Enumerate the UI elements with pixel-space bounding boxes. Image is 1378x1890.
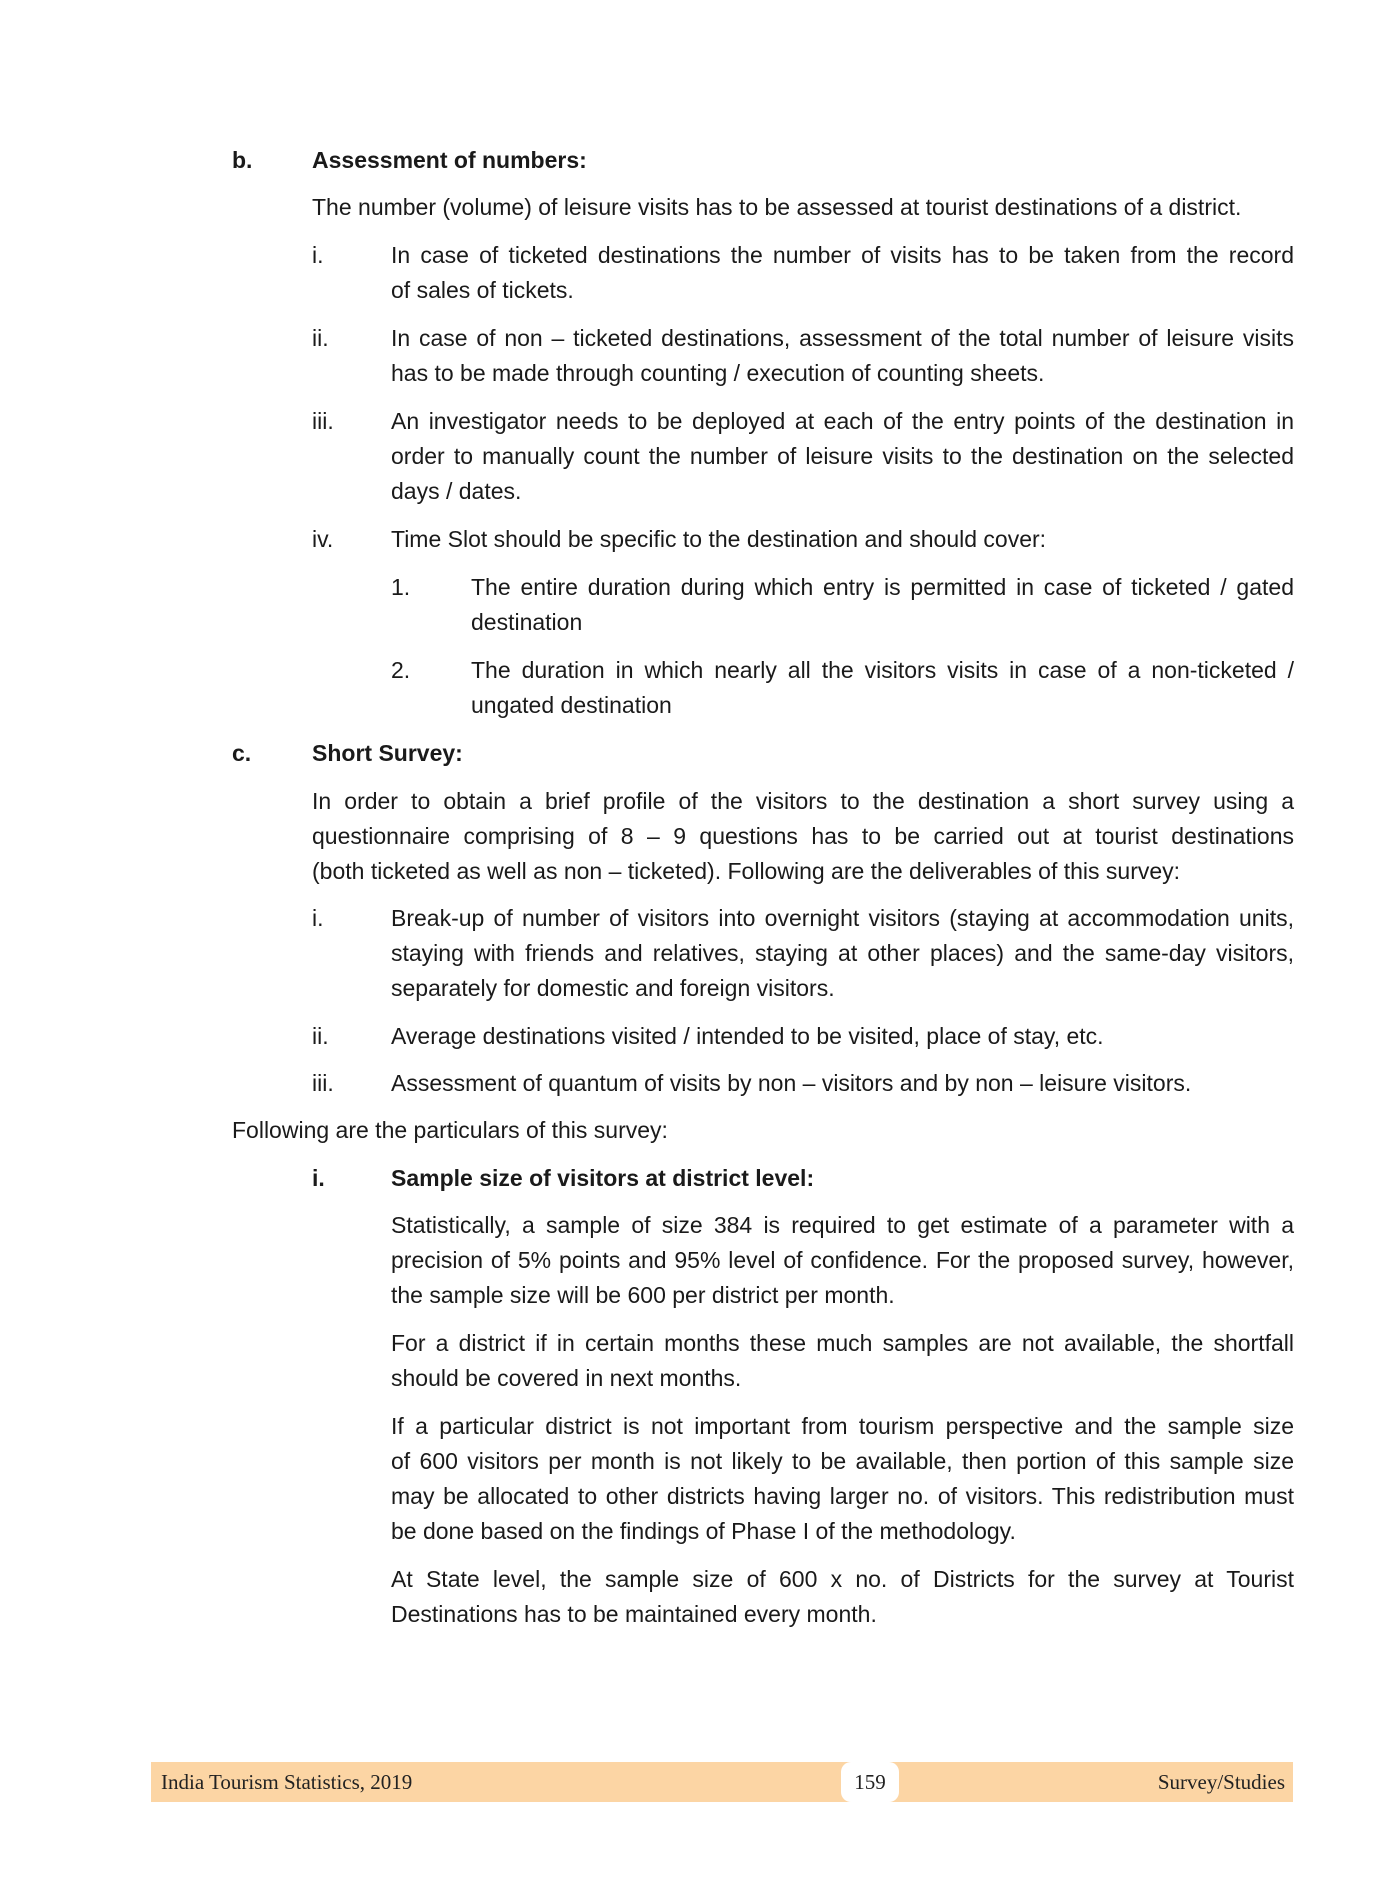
- list-item-marker: iv.: [312, 526, 334, 552]
- paragraph-line: the sample size will be 600 per district per month.: [391, 1282, 895, 1308]
- paragraph-line: In order to obtain a brief profile of the visitors to the destination a short survey using a: [312, 788, 1294, 814]
- list-item-marker: ii.: [312, 1023, 329, 1049]
- page-footer: [151, 1762, 1293, 1802]
- list-item-text: has to be made through counting / execution of counting sheets.: [391, 360, 1045, 386]
- list-item-text: order to manually count the number of leisure visits to the destination on the selected: [391, 443, 1294, 469]
- paragraph-line: may be allocated to other districts having larger no. of visitors. This redistribution must: [391, 1483, 1294, 1509]
- paragraph-line: (both ticketed as well as non – ticketed). Following are the deliverables of this survey:: [312, 858, 1181, 884]
- list-item-text: Assessment of quantum of visits by non – visitors and by non – leisure visitors.: [391, 1070, 1192, 1096]
- list-item: [0, 522, 1378, 557]
- section-b-intro: The number (volume) of leisure visits has to be assessed at tourist destinations of a district.: [312, 194, 1242, 220]
- paragraph: [0, 1409, 1378, 1549]
- particulars-item: [0, 1161, 1378, 1196]
- list-item-text: separately for domestic and foreign visitors.: [391, 975, 835, 1001]
- paragraph-line: should be covered in next months.: [391, 1365, 742, 1391]
- paragraph-line: If a particular district is not important from tourism perspective and the sample size: [391, 1413, 1294, 1439]
- sub-list-item: [0, 653, 1378, 723]
- list-item-text: staying with friends and relatives, staying at other places) and the same-day visitors,: [391, 940, 1294, 966]
- paragraph-line: questionnaire comprising of 8 – 9 questions has to be carried out at tourist destinations: [312, 823, 1294, 849]
- sub-list-item-marker: 2.: [391, 657, 411, 683]
- list-item-text: Break-up of number of visitors into overnight visitors (staying at accommodation units,: [391, 905, 1294, 931]
- paragraph: [0, 1208, 1378, 1313]
- section-c-marker: c.: [232, 740, 252, 766]
- paragraph: [0, 1562, 1378, 1632]
- list-item-text: In case of non – ticketed destinations, assessment of the total number of leisure visits: [391, 325, 1294, 351]
- particulars-item-marker: i.: [312, 1165, 325, 1191]
- list-item: [0, 321, 1378, 391]
- footer-section-name: Survey/Studies: [1157, 1770, 1285, 1794]
- list-item: [0, 404, 1378, 509]
- paragraph-line: For a district if in certain months these much samples are not available, the shortfall: [391, 1330, 1294, 1356]
- list-item: [0, 901, 1378, 1006]
- section-b-heading: Assessment of numbers:: [312, 147, 587, 173]
- paragraph-line: At State level, the sample size of 600 x no. of Districts for the survey at Tourist: [391, 1566, 1294, 1592]
- section-b-marker: b.: [232, 147, 253, 173]
- paragraph: [0, 1326, 1378, 1396]
- list-item-text: of sales of tickets.: [391, 277, 574, 303]
- paragraph-line: of 600 visitors per month is not likely to be available, then portion of this sample size: [391, 1448, 1294, 1474]
- particulars-intro: Following are the particulars of this survey:: [232, 1117, 668, 1143]
- sub-list-item-text: ungated destination: [471, 692, 672, 718]
- list-item-text: In case of ticketed destinations the number of visits has to be taken from the record: [391, 242, 1294, 268]
- section-c-heading: Short Survey:: [312, 740, 463, 766]
- section-c: [0, 736, 1378, 771]
- list-item-text: Average destinations visited / intended to be visited, place of stay, etc.: [391, 1023, 1104, 1049]
- sub-list-item-text: The entire duration during which entry is permitted in case of ticketed / gated: [471, 574, 1294, 600]
- list-item: [0, 1019, 1378, 1054]
- sub-list-item-marker: 1.: [391, 574, 411, 600]
- list-item: [0, 238, 1378, 308]
- list-item-marker: i.: [312, 242, 324, 268]
- sub-list-item-text: destination: [471, 609, 583, 635]
- list-item-text: Time Slot should be specific to the destination and should cover:: [391, 526, 1047, 552]
- list-item-marker: iii.: [312, 1070, 334, 1096]
- sub-list-item-text: The duration in which nearly all the visitors visits in case of a non-ticketed /: [471, 657, 1294, 683]
- list-item-marker: ii.: [312, 325, 329, 351]
- paragraph-line: Statistically, a sample of size 384 is required to get estimate of a parameter with a: [391, 1212, 1294, 1238]
- list-item-marker: i.: [312, 905, 324, 931]
- list-item-text: An investigator needs to be deployed at each of the entry points of the destination in: [391, 408, 1294, 434]
- sub-list-item: [0, 570, 1378, 640]
- paragraph-line: be done based on the findings of Phase I of the methodology.: [391, 1518, 1016, 1544]
- list-item-text: days / dates.: [391, 478, 522, 504]
- page-number: 159: [841, 1762, 899, 1802]
- footer-publication-title: India Tourism Statistics, 2019: [161, 1770, 413, 1794]
- particulars-item-heading: Sample size of visitors at district level:: [391, 1165, 815, 1191]
- section-b: [0, 143, 1378, 178]
- list-item-marker: iii.: [312, 408, 334, 434]
- list-item: [0, 1066, 1378, 1101]
- paragraph-line: precision of 5% points and 95% level of confidence. For the proposed survey, however,: [391, 1247, 1294, 1273]
- paragraph-line: Destinations has to be maintained every month.: [391, 1601, 877, 1627]
- section-c-intro: [0, 784, 1378, 889]
